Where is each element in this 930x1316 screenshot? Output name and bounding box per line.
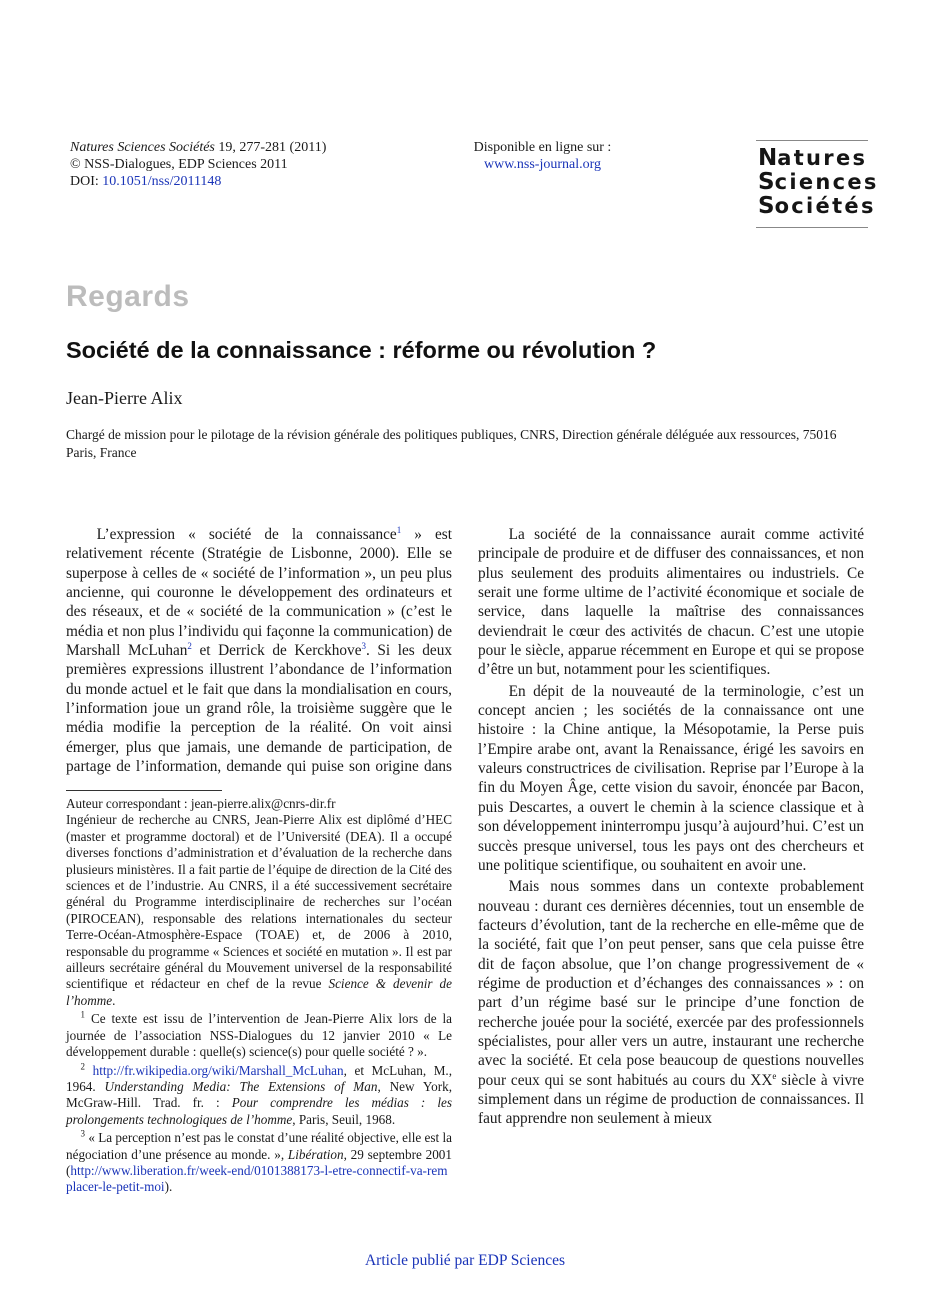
author-affiliation: Chargé de mission pour le pilotage de la révision générale des politiques publiques, CNRS, Direction générale déléguée aux ressources, 75016 Paris, France [66, 427, 837, 460]
footnote-2: $^2$ http://fr.wikipedia.org/wiki/Marshall_McLuhan, et McLuhan, M., 1964. Understanding Media: The Extensions of Man, New York, McGraw-Hill. Trad. fr. : Pour comprendre les médias : les prolongements technologiques de l’homme, Paris, Seuil, 1968. [66, 1061, 453, 1127]
footnote-ref-3[interactable]: 3 [361, 640, 366, 651]
article-title: Société de la connaissance : réforme ou révolution ? [66, 337, 657, 363]
citation-volume: 19, 277-281 (2011) [214, 140, 327, 155]
doi-line [70, 173, 326, 190]
footnote-rule [66, 790, 222, 791]
citation-journal: Natures Sciences Sociétés [70, 140, 215, 155]
citation-block [70, 139, 326, 190]
paragraph-1: L’expression « société de la connaissance$^1$ » est relativement récente (Stratégie de Lisbonne, 2000). Elle se superpose à celles de « société de l’information », un peu plus ancienne, qui couronne le développement des ordinateurs et des réseaux, et de « société de la communication » (c’est le média et non plus l’individu qui façonne la communication) de Marshall McLuhan$^2$ et Derrick de Kerckhove$^3$. Si les deux premières expressions illustrent l’abondance de l’information du monde actuel et le fait que dans la mondialisation en cours, l’information joue un grand rôle, la troisième suggère que le média modifie la perception de la réalité. On voit ainsi émerger, plus que jamais, une demande de participation, de partage de l’information, demande qui puise son origine dans [66, 525, 452, 775]
footnote-3-link[interactable]: http://www.liberation.fr/week-end/0101388173-l-etre-connectif-va-remplacer-le-petit-moi [66, 1162, 448, 1195]
footnotes [66, 796, 452, 1196]
footnote-ref-1[interactable]: 1 [396, 525, 402, 535]
copyright-line: © NSS-Dialogues, EDP Sciences 2011 [70, 157, 288, 172]
author-name: Jean-Pierre Alix [66, 388, 183, 408]
author-bio: Ingénieur de recherche au CNRS, Jean-Pierre Alix est diplômé d’HEC (master et programme doctoral) et de l’Université (DEA). Il a occupé diverses fonctions d’administration et d’évaluation de la recherche dans plusieurs ministères. Il a fait partie de l’équipe de direction de la Cité des sciences et de l’industrie. Au CNRS, il a été successivement secrétaire général du Programme interdisciplinaire de recherches sur l’océan (PIROCEAN), responsable des relations internationales du secteur Terre-Océan-Atmosphère-Espace (TOAE) et, de 2006 à 2010, responsable du programme « Sciences et société en mutation ». Il est par ailleurs secrétaire général du Mouvement universel de la responsabilité scientifique et rédacteur en chef de la revue Science & devenir de l’homme. [66, 812, 452, 1008]
section-label: Regards [66, 280, 190, 313]
journal-logo [758, 146, 879, 218]
footnote-ref-2[interactable]: 2 [187, 640, 192, 651]
logo-line-sciences: Sciences [758, 169, 879, 195]
corresponding-author: Auteur correspondant : jean-pierre.alix@cnrs-dir.fr [66, 796, 336, 811]
journal-url-link[interactable]: www.nss-journal.org [483, 157, 602, 172]
availability-block [440, 139, 645, 173]
logo-line-natures: Natures [758, 145, 868, 171]
citation-line [70, 139, 326, 156]
footnote-1: $^1$ Ce texte est issu de l’intervention de Jean-Pierre Alix lors de la journée de l’association NSS-Dialogues du 12 janvier 2010 « Le développement durable : quelle(s) science(s) pour quelle société ? ». [66, 1009, 452, 1060]
footnote-3: $^3$ « La perception n’est pas le constat d’une réalité objective, elle est la négociation d’une présence au monde. », Libération, 29 septembre 2001 (http://www.liberation.fr/week-end/0101388173-l-etre-connectif-va-remplacer-le-petit-moi). [66, 1128, 452, 1195]
logo-line-societes: Sociétés [758, 193, 876, 219]
body-column-right [478, 525, 864, 1233]
paragraph-2: La société de la connaissance aurait comme activité principale de produire et de diffuser des connaissances, et non plus seulement des produits alimentaires ou industriels. Ce serait une forme ultime de l’activité économique et sociale de service, dans laquelle la maîtrise des connaissances deviendrait le cœur des activités de chacun. C’est une utopie pour le siècle, apparue récemment en Europe et qui se propose d’être un but, notamment pour les scientifiques. [478, 526, 864, 679]
paragraph-4: Mais nous sommes dans un contexte probablement nouveau : durant ces dernières décennies, tout un ensemble de facteurs d’évolution, tant de la recherche en elle-même que de la société, fait que l’on peut penser, sans que cela puisse être dit de façon absolue, que l’on change progressivement de « régime de production et d’échanges des connaissances » : on part d’un régime basé sur le principe d’une fonction de recherche jouée pour la société, exercée par des professionnels spécialistes, pour aller vers un autre, instaurant une recherche avec la société. Et cela pose beaucoup de questions nouvelles pour ceux qui se sont habitués au cours du XXe siècle à vivre simplement dans un régime de production de connaissances. Il faut apprendre non seulement à mieux [478, 878, 864, 1128]
paragraph-3: En dépit de la nouveauté de la terminologie, c’est un concept ancien ; les sociétés de la connaissance ont une histoire : la Chine antique, la Mésopotamie, la Perse puis l’Empire arabe ont, avant la Renaissance, érigé les savoirs en valeurs constructrices de civilisation. Reprise par l’Europe à la fin du Moyen Âge, cette vision du savoir, énoncée par Bacon, puis Descartes, a ouvert le chemin à la science classique et à son développement ininterrompu jusqu’à aujourd’hui. C’est un succès presque universel, tous les pays ont des chercheurs et une politique scientifique, ou souhaitent en avoir une. [478, 682, 864, 874]
available-label: Disponible en ligne sur : [473, 140, 612, 155]
doi-link[interactable]: 10.1051/nss/2011148 [102, 174, 222, 189]
body-column-left [66, 525, 452, 775]
logo-bottom-rule [756, 227, 868, 228]
doi-label: DOI: [70, 174, 103, 189]
logo-top-rule [756, 140, 868, 141]
publisher-footer[interactable]: Article publié par EDP Sciences [364, 1252, 565, 1269]
footnote-2-link[interactable]: http://fr.wikipedia.org/wiki/Marshall_McLuhan [92, 1062, 344, 1078]
